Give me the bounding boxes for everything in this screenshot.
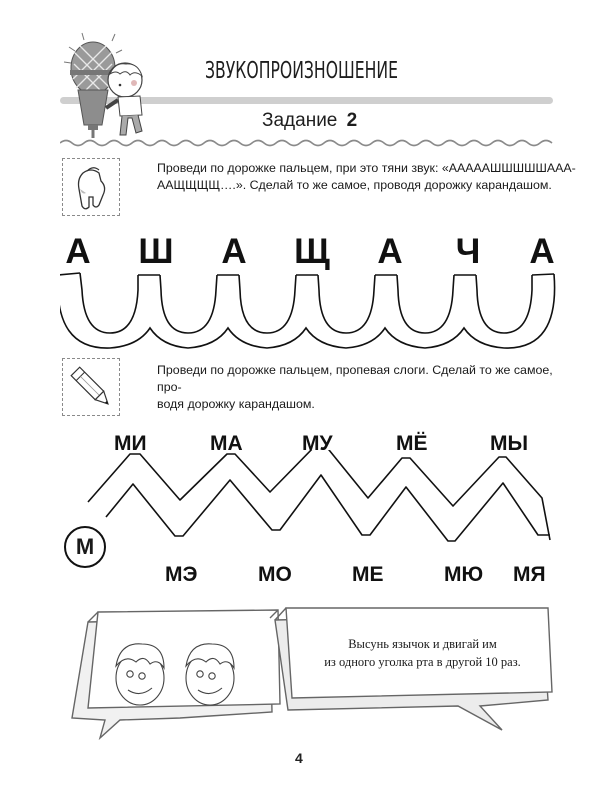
task-label: Задание — [262, 110, 338, 131]
path-letter: Ш — [138, 232, 174, 271]
path-letter: Щ — [294, 232, 330, 271]
task-number: 2 — [346, 110, 358, 131]
pencil-icon — [63, 359, 119, 415]
path-letter: А — [65, 232, 91, 271]
task-heading — [262, 110, 357, 132]
tip-text — [300, 635, 545, 671]
start-letter: М — [75, 534, 95, 559]
syllable-top: МИ — [114, 432, 147, 455]
start-letter-circle — [64, 526, 106, 568]
syllable-top: МЁ — [396, 432, 428, 455]
zigzag-tracing-path — [50, 450, 570, 560]
syllable-bottom: МЯ — [513, 563, 546, 586]
syllable-bottom: МО — [258, 563, 292, 586]
instruction-line-1: Проведи по дорожке пальцем, пропевая слоги. Сделай то же самое, про- — [157, 363, 553, 394]
boy-microphone-illustration — [60, 30, 160, 145]
syllable-bottom: МЭ — [165, 563, 198, 586]
pointing-finger-icon — [63, 159, 119, 215]
syllable-bottom: МЕ — [352, 563, 384, 586]
instruction-line-1: Проведи по дорожке пальцем, при это тяни звук: «АААААШШШШШААА- — [157, 161, 576, 175]
syllable-top: МУ — [302, 432, 333, 455]
path-letter: А — [221, 232, 247, 271]
path-letter: А — [377, 232, 403, 271]
syllable-top: МА — [210, 432, 243, 455]
syllable-bottom: МЮ — [444, 563, 484, 586]
path-letter: А — [529, 232, 555, 271]
u-shaped-tracing-path — [60, 270, 560, 350]
finger-icon-box — [62, 158, 120, 216]
exercise-2-instruction — [157, 362, 557, 413]
tip-text-line-1: Высунь язычок и двигай им — [348, 637, 497, 651]
pencil-icon-box — [62, 358, 120, 416]
instruction-line-2: водя дорожку карандашом. — [157, 397, 315, 411]
syllable-top: МЫ — [490, 432, 529, 455]
page-number: 4 — [295, 750, 303, 766]
path-letter: Ч — [455, 232, 481, 271]
exercise-1-instruction — [157, 160, 577, 194]
wavy-divider — [60, 138, 555, 148]
instruction-line-2: ААЩЩЩЩ….». Сделай то же самое, проводя дорожку карандашом. — [157, 178, 552, 192]
tip-text-line-2: из одного уголка рта в другой 10 раз. — [324, 655, 521, 669]
section-title: ЗВУКОПРОИЗНОШЕНИЕ — [205, 58, 398, 84]
